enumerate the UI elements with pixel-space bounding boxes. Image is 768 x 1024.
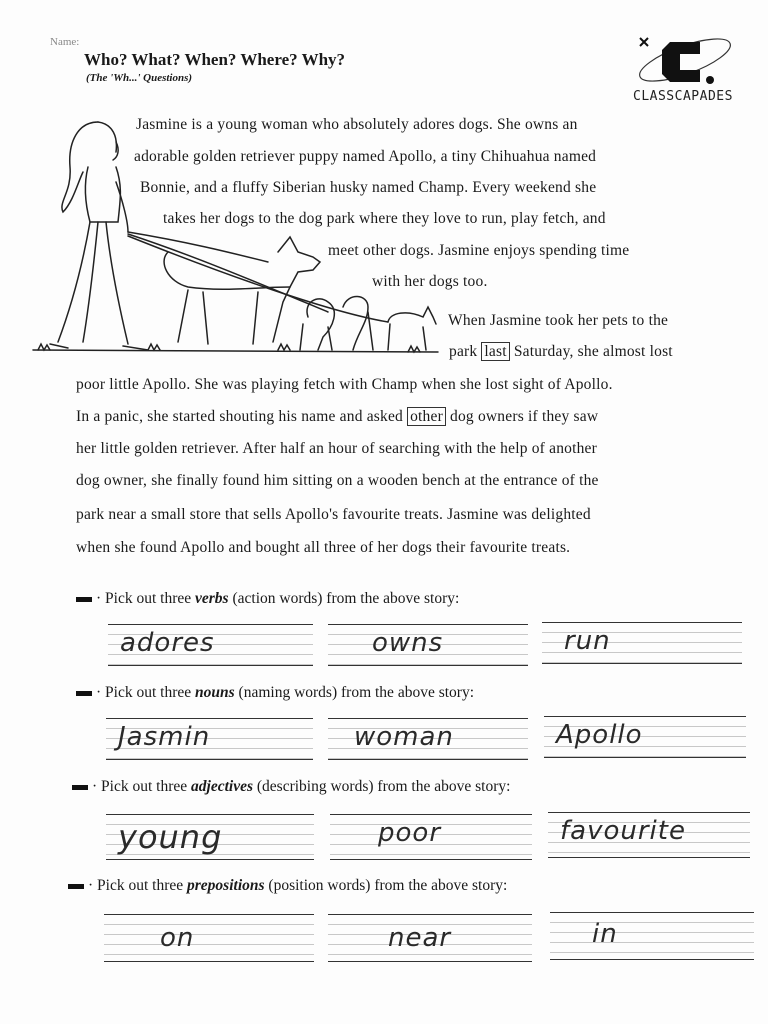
story-line-12: dog owner, she finally found him sitting on a wooden bench at the entrance of the xyxy=(76,472,599,489)
boxed-word-last: last xyxy=(481,342,509,361)
question-keyword: prepositions xyxy=(187,877,265,894)
answer-field-preposition-2[interactable] xyxy=(328,914,532,962)
question-keyword: adjectives xyxy=(191,778,253,795)
story-line-9: poor little Apollo. She was playing fetch with Champ when she lost sight of Apollo. xyxy=(76,376,613,393)
answer-field-verb-1[interactable] xyxy=(108,624,313,666)
question-prefix: Pick out three xyxy=(105,684,196,701)
answer-text: on xyxy=(160,923,195,953)
story-line-2: adorable golden retriever puppy named Apollo, a tiny Chihuahua named xyxy=(134,148,597,165)
worksheet-title: Who? What? When? Where? Why? xyxy=(84,50,346,69)
story-line-13: park near a small store that sells Apollo's favourite treats. Jasmine was delighted xyxy=(76,506,591,523)
question-suffix: (action words) from the above story: xyxy=(228,590,460,607)
name-label: Name: xyxy=(50,36,80,48)
question-prefix: Pick out three xyxy=(97,877,188,894)
question-suffix: (position words) from the above story: xyxy=(264,877,508,894)
question-suffix: (naming words) from the above story: xyxy=(234,684,475,701)
answer-text: woman xyxy=(354,722,454,752)
story-line-4: takes her dogs to the dog park where they love to run, play fetch, and xyxy=(163,210,606,227)
logo-text: CLASSCAPADES xyxy=(633,89,733,104)
answer-text: run xyxy=(564,626,611,656)
question-nouns: · Pick out three nouns (naming words) from the above story: xyxy=(76,684,474,702)
question-prefix: Pick out three xyxy=(101,778,192,795)
story-line-10-start: In a panic, she started shouting his name and asked xyxy=(76,408,404,425)
answer-field-preposition-3[interactable] xyxy=(550,912,754,960)
answer-field-noun-3[interactable] xyxy=(544,716,746,758)
answer-text: in xyxy=(592,919,618,949)
question-verbs: · Pick out three verbs (action words) from the above story: xyxy=(76,590,459,608)
question-keyword: nouns xyxy=(195,684,235,701)
story-line-7: When Jasmine took her pets to the xyxy=(448,312,669,329)
answer-field-noun-1[interactable] xyxy=(106,718,313,760)
answer-text: Apollo xyxy=(556,720,643,750)
story-line-8 xyxy=(449,343,673,361)
story-line-10 xyxy=(76,408,598,426)
answer-field-verb-2[interactable] xyxy=(328,624,528,666)
answer-text: young xyxy=(118,818,223,856)
answer-field-adjective-1[interactable] xyxy=(106,814,314,860)
answer-text: owns xyxy=(372,628,444,658)
answer-field-preposition-1[interactable] xyxy=(104,914,314,962)
story-line-5: meet other dogs. Jasmine enjoys spending time xyxy=(328,242,630,259)
question-prefix: Pick out three xyxy=(105,590,196,607)
answer-field-noun-2[interactable] xyxy=(328,718,528,760)
question-suffix: (describing words) from the above story: xyxy=(253,778,511,795)
answer-text: near xyxy=(388,923,452,953)
worksheet-subtitle: (The 'Wh...' Questions) xyxy=(86,72,193,84)
story-line-6: with her dogs too. xyxy=(372,273,488,290)
bullet-icon xyxy=(68,884,84,889)
story-line-11: her little golden retriever. After half an hour of searching with the help of another xyxy=(76,440,597,457)
answer-field-adjective-2[interactable] xyxy=(330,814,532,860)
answer-text: favourite xyxy=(560,816,686,846)
story-line-14: when she found Apollo and bought all three of her dogs their favourite treats. xyxy=(76,539,571,556)
answer-field-verb-3[interactable] xyxy=(542,622,742,664)
story-word-park: park xyxy=(449,343,478,360)
boxed-word-other: other xyxy=(407,407,446,426)
answer-text: Jasmin xyxy=(118,722,211,752)
question-prepositions: · Pick out three prepositions (position words) from the above story: xyxy=(68,877,507,895)
story-line-3: Bonnie, and a fluffy Siberian husky named Champ. Every weekend she xyxy=(140,179,597,196)
story-line-8-rest: Saturday, she almost lost xyxy=(513,343,673,360)
answer-field-adjective-3[interactable] xyxy=(548,812,750,858)
bullet-icon xyxy=(76,691,92,696)
answer-text: adores xyxy=(120,628,215,658)
bullet-icon xyxy=(72,785,88,790)
story-line-1: Jasmine is a young woman who absolutely adores dogs. She owns an xyxy=(136,116,578,133)
question-adjectives: · Pick out three adjectives (describing words) from the above story: xyxy=(72,778,510,796)
question-keyword: verbs xyxy=(195,590,229,607)
answer-text: poor xyxy=(378,818,442,848)
story-line-10-rest: dog owners if they saw xyxy=(450,408,599,425)
bullet-icon xyxy=(76,597,92,602)
